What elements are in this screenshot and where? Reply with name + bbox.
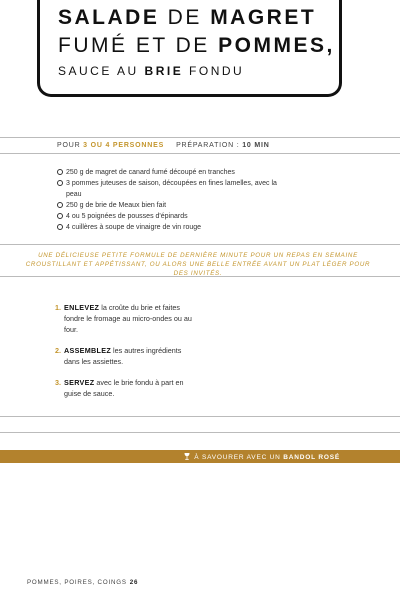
- bullet-icon: [57, 202, 63, 208]
- ingredient-list: [57, 167, 287, 233]
- ingredient-item: 3 pommes juteuses de saison, découpées en fines lamelles, avec la peau: [57, 178, 287, 200]
- pairing-band: [0, 450, 400, 463]
- divider-band: [0, 432, 400, 433]
- ingredient-item: 4 ou 5 poignées de pousses d'épinards: [57, 211, 287, 222]
- bullet-icon: [57, 180, 63, 186]
- title-box: [37, 0, 342, 97]
- bullet-icon: [57, 169, 63, 175]
- step-item: 3. SERVEZ avec le brie fondu à part en guise de sauce.: [55, 378, 184, 398]
- pairing-text: À SAVOURER AVEC UN BANDOL ROSÉ: [184, 453, 340, 461]
- ingredient-item: 250 g de magret de canard fumé découpé en tranches: [57, 167, 287, 178]
- title-line-2: FUMÉ ET DE POMMES,: [58, 34, 335, 57]
- divider-intro-bottom: [0, 276, 400, 277]
- step-item: 2. ASSEMBLEZ les autres ingrédients dans les assiettes.: [55, 346, 182, 366]
- bullet-icon: [57, 224, 63, 230]
- divider-intro-top: [0, 244, 400, 245]
- ingredient-item: 250 g de brie de Meaux bien fait: [57, 200, 287, 211]
- wine-glass-icon: [184, 453, 190, 460]
- bullet-icon: [57, 213, 63, 219]
- divider-steps: [0, 416, 400, 417]
- step-item: 1. ENLEVEZ la croûte du brie et faites fondre le fromage au micro-ondes ou au four.: [55, 303, 192, 334]
- ingredient-item: 4 cuillères à soupe de vinaigre de vin rouge: [57, 222, 287, 233]
- title-line-1: SALADE DE MAGRET: [58, 6, 317, 29]
- intro-text: UNE DÉLICIEUSE PETITE FORMULE DE DERNIÈRE MINUTE POUR UN REPAS EN SEMAINE CROUSTILLANT ET APPÉTISSANT, OU ALORS UNE BELLE ENTRÉE AVANT UN PLAT LÉGER POUR DES INVITÉS.: [25, 252, 371, 277]
- divider-meta: [0, 153, 400, 154]
- title-line-3: SAUCE AU BRIE FONDU: [58, 64, 245, 78]
- divider-top: [0, 137, 400, 138]
- page-footer: POMMES, POIRES, COINGS 26: [27, 579, 139, 586]
- recipe-meta: POUR 3 OU 4 PERSONNES PRÉPARATION : 10 MIN: [57, 142, 270, 149]
- page-number: 26: [129, 579, 139, 586]
- steps-list: [57, 302, 197, 409]
